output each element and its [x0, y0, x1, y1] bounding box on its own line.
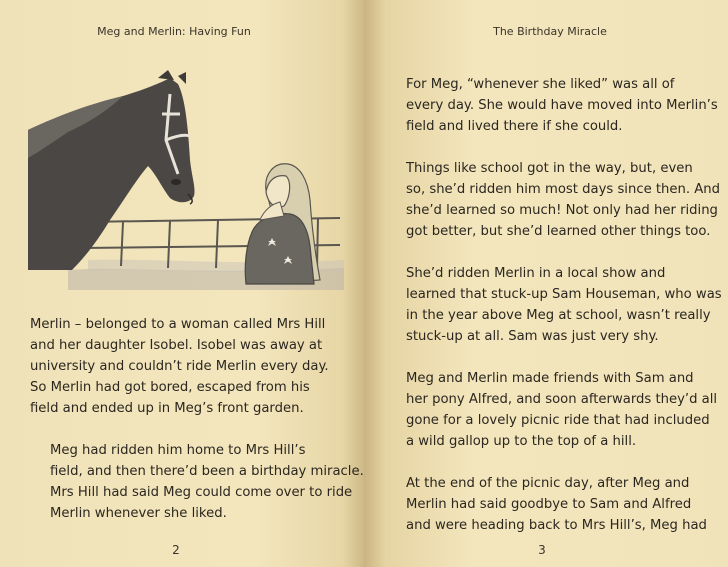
right-paragraph-2: [386, 158, 721, 242]
text-line: Meg and Merlin made friends with Sam and: [406, 371, 694, 386]
text-line: gone for a lovely picnic ride that had included: [406, 413, 710, 428]
right-body-text: [386, 74, 722, 557]
text-line: learned that stuck-up Sam Houseman, who was: [406, 287, 722, 302]
text-line: field and lived there if she could.: [406, 119, 623, 134]
text-line: her pony Alfred, and soon afterwards they’d all: [406, 392, 718, 407]
text-line: For Meg, “whenever she liked” was all of: [406, 77, 675, 92]
left-page-number: 2: [172, 543, 180, 557]
text-line: Meg had ridden him home to Mrs Hill’s: [50, 443, 306, 458]
text-line: Merlin had said goodbye to Sam and Alfred: [406, 497, 692, 512]
right-page-number: 3: [538, 543, 546, 557]
right-running-head: The Birthday Miracle: [493, 25, 607, 38]
text-line: field and ended up in Meg’s front garden.: [30, 401, 304, 416]
right-paragraph-1: [386, 74, 718, 137]
text-line: stuck-up at all. Sam was just very shy.: [406, 329, 659, 344]
girl-figure: [245, 164, 320, 284]
text-line: every day. She would have moved into Merlin’s: [406, 98, 718, 113]
text-line: and her daughter Isobel. Isobel was away at: [30, 338, 323, 353]
text-line: At the end of the picnic day, after Meg and: [406, 476, 690, 491]
text-line: in the year above Meg at school, wasn’t really: [406, 308, 711, 323]
text-line: Merlin – belonged to a woman called Mrs Hill: [30, 317, 326, 332]
right-page: [364, 0, 728, 567]
text-line: and were heading back to Mrs Hill’s, Meg had: [406, 518, 707, 533]
left-paragraph-2: [30, 440, 364, 524]
text-line: So Merlin had got bored, escaped from his: [30, 380, 310, 395]
text-line: university and couldn’t ride Merlin every day.: [30, 359, 329, 374]
text-line: she’d learned so much! Not only had her riding: [406, 203, 718, 218]
left-running-head: Meg and Merlin: Having Fun: [97, 25, 251, 38]
right-paragraph-4: [386, 368, 718, 452]
right-paragraph-3: [386, 263, 722, 347]
left-body-text: [30, 314, 364, 545]
right-paragraph-5: [386, 473, 706, 536]
left-paragraph-1: [30, 314, 350, 419]
text-line: Things like school got in the way, but, even: [406, 161, 693, 176]
text-line: so, she’d ridden him most days since then. And: [406, 182, 721, 197]
text-line: Merlin whenever she liked.: [50, 506, 227, 521]
text-line: got better, but she’d learned other things too.: [406, 224, 711, 239]
text-line: She’d ridden Merlin in a local show and: [406, 266, 666, 281]
horse-and-girl-illustration: [28, 70, 344, 290]
text-line: a wild gallop up to the top of a hill.: [406, 434, 637, 449]
text-line: field, and then there’d been a birthday miracle.: [50, 464, 364, 479]
text-line: Mrs Hill had said Meg could come over to ride: [50, 485, 353, 500]
